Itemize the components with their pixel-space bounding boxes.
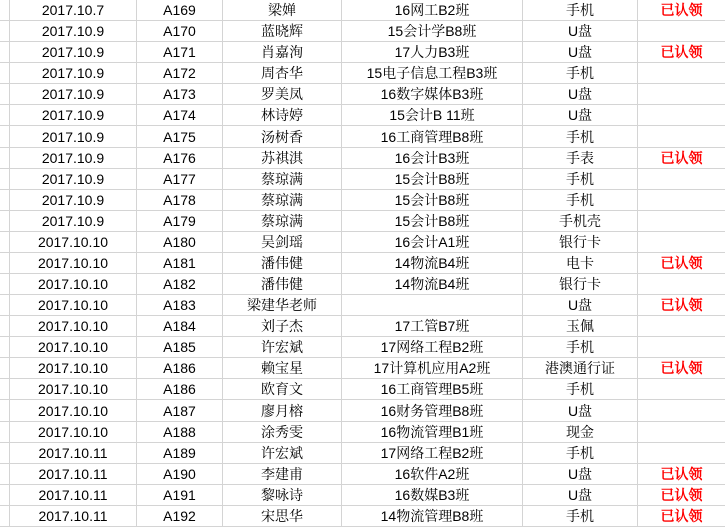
cell-date[interactable]: 2017.10.10 (10, 274, 137, 294)
cell-name[interactable]: 蔡琼满 (223, 169, 342, 189)
table-row (0, 464, 725, 485)
cell-name[interactable]: 赖宝星 (223, 358, 342, 378)
cell-left-edge[interactable] (0, 105, 10, 125)
cell-name[interactable]: 潘伟健 (223, 253, 342, 273)
table-row (0, 485, 725, 506)
cell-name[interactable]: 蓝晓辉 (223, 21, 342, 41)
cell-date[interactable]: 2017.10.11 (10, 485, 137, 505)
cell-id[interactable]: A187 (137, 400, 223, 420)
cell-status[interactable] (638, 274, 725, 294)
cell-left-edge[interactable] (0, 253, 10, 273)
table-row (0, 337, 725, 358)
cell-item[interactable]: 手机 (523, 506, 638, 526)
cell-name[interactable]: 刘子杰 (223, 316, 342, 336)
cell-class[interactable]: 16工商管理B5班 (342, 379, 523, 399)
cell-id[interactable]: A184 (137, 316, 223, 336)
cell-id[interactable]: A186 (137, 379, 223, 399)
table-row (0, 148, 725, 169)
cell-name[interactable]: 林诗婷 (223, 105, 342, 125)
cell-status[interactable] (638, 211, 725, 231)
cell-class[interactable]: 15会计B8班 (342, 169, 523, 189)
cell-left-edge[interactable] (0, 485, 10, 505)
cell-class[interactable]: 15会计B8班 (342, 190, 523, 210)
cell-left-edge[interactable] (0, 148, 10, 168)
cell-date[interactable]: 2017.10.11 (10, 506, 137, 526)
cell-name[interactable]: 梁婵 (223, 0, 342, 20)
table-row (0, 21, 725, 42)
cell-status[interactable] (638, 190, 725, 210)
cell-status[interactable]: 已认领 (660, 254, 703, 271)
cell-id[interactable]: A173 (137, 84, 223, 104)
cell-class[interactable]: 17计算机应用A2班 (342, 358, 523, 378)
cell-name[interactable]: 蔡琼满 (223, 190, 342, 210)
cell-item[interactable]: 玉佩 (523, 316, 638, 336)
cell-name[interactable]: 宋思华 (223, 506, 342, 526)
cell-class[interactable]: 16会计A1班 (342, 232, 523, 252)
cell-class[interactable]: 17人力B3班 (342, 42, 523, 62)
cell-name[interactable]: 罗美凤 (223, 84, 342, 104)
cell-date[interactable]: 2017.10.10 (10, 379, 137, 399)
table-row (0, 84, 725, 105)
cell-item[interactable]: 手机 (523, 337, 638, 357)
cell-item[interactable]: U盘 (523, 295, 638, 315)
cell-item[interactable]: 手表 (523, 148, 638, 168)
cell-date[interactable]: 2017.10.10 (10, 358, 137, 378)
cell-id[interactable]: A185 (137, 337, 223, 357)
cell-class[interactable]: 16财务管理B8班 (342, 400, 523, 420)
cell-name[interactable]: 蔡琼满 (223, 211, 342, 231)
table-row (0, 400, 725, 421)
table-row (0, 0, 725, 21)
cell-status[interactable]: 已认领 (660, 297, 703, 314)
cell-id[interactable]: A190 (137, 464, 223, 484)
table-row (0, 190, 725, 211)
cell-date[interactable]: 2017.10.10 (10, 422, 137, 442)
cell-date[interactable]: 2017.10.9 (10, 211, 137, 231)
cell-name[interactable]: 欧育文 (223, 379, 342, 399)
cell-class[interactable]: 16物流管理B1班 (342, 422, 523, 442)
cell-class[interactable]: 16软件A2班 (342, 464, 523, 484)
cell-item[interactable]: 银行卡 (523, 274, 638, 294)
cell-left-edge[interactable] (0, 400, 10, 420)
cell-left-edge[interactable] (0, 190, 10, 210)
cell-date[interactable]: 2017.10.9 (10, 84, 137, 104)
table-row (0, 316, 725, 337)
cell-item[interactable]: 港澳通行证 (523, 358, 638, 378)
cell-class[interactable]: 17网络工程B2班 (342, 443, 523, 463)
table-row (0, 443, 725, 464)
cell-left-edge[interactable] (0, 84, 10, 104)
cell-status[interactable]: 已认领 (660, 149, 703, 166)
table-row (0, 253, 725, 274)
cell-id[interactable]: A175 (137, 126, 223, 146)
cell-date[interactable]: 2017.10.9 (10, 190, 137, 210)
cell-left-edge[interactable] (0, 337, 10, 357)
table-row (0, 295, 725, 316)
cell-left-edge[interactable] (0, 0, 10, 20)
cell-status[interactable] (638, 63, 725, 83)
cell-item[interactable]: 手机壳 (523, 211, 638, 231)
cell-class[interactable]: 16网工B2班 (342, 0, 523, 20)
cell-left-edge[interactable] (0, 316, 10, 336)
cell-date[interactable]: 2017.10.11 (10, 464, 137, 484)
cell-id[interactable]: A179 (137, 211, 223, 231)
cell-status[interactable] (638, 379, 725, 399)
table-row (0, 422, 725, 443)
cell-date[interactable]: 2017.10.9 (10, 42, 137, 62)
cell-item[interactable]: 银行卡 (523, 232, 638, 252)
cell-name[interactable]: 周杏华 (223, 63, 342, 83)
cell-class[interactable]: 14物流B4班 (342, 253, 523, 273)
cell-item[interactable]: U盘 (523, 42, 638, 62)
cell-item[interactable]: 手机 (523, 0, 638, 20)
cell-status[interactable] (638, 422, 725, 442)
cell-left-edge[interactable] (0, 169, 10, 189)
cell-status[interactable] (638, 105, 725, 125)
cell-id[interactable]: A172 (137, 63, 223, 83)
cell-id[interactable]: A186 (137, 358, 223, 378)
cell-class[interactable] (342, 295, 523, 315)
cell-date[interactable]: 2017.10.9 (10, 148, 137, 168)
cell-name[interactable]: 涂秀雯 (223, 422, 342, 442)
table-row (0, 63, 725, 84)
cell-class[interactable]: 17网络工程B2班 (342, 337, 523, 357)
cell-date[interactable]: 2017.10.10 (10, 316, 137, 336)
cell-left-edge[interactable] (0, 443, 10, 463)
cell-id[interactable]: A181 (137, 253, 223, 273)
cell-left-edge[interactable] (0, 21, 10, 41)
cell-class[interactable]: 14物流管理B8班 (342, 506, 523, 526)
cell-class[interactable]: 15会计B8班 (342, 211, 523, 231)
cell-status[interactable] (638, 21, 725, 41)
cell-id[interactable]: A178 (137, 190, 223, 210)
cell-class[interactable]: 17工管B7班 (342, 316, 523, 336)
cell-id[interactable]: A177 (137, 169, 223, 189)
cell-item[interactable]: 现金 (523, 422, 638, 442)
cell-left-edge[interactable] (0, 506, 10, 526)
cell-left-edge[interactable] (0, 211, 10, 231)
cell-left-edge[interactable] (0, 422, 10, 442)
cell-id[interactable]: A169 (137, 0, 223, 20)
cell-id[interactable]: A191 (137, 485, 223, 505)
cell-item[interactable]: U盘 (523, 84, 638, 104)
cell-status[interactable]: 已认领 (660, 465, 703, 482)
cell-item[interactable]: 手机 (523, 169, 638, 189)
table-row (0, 169, 725, 190)
cell-name[interactable]: 黎咏诗 (223, 485, 342, 505)
cell-name[interactable]: 梁建华老师 (223, 295, 342, 315)
cell-status[interactable] (638, 316, 725, 336)
cell-name[interactable]: 苏祺淇 (223, 148, 342, 168)
cell-date[interactable]: 2017.10.10 (10, 337, 137, 357)
cell-item[interactable]: 手机 (523, 443, 638, 463)
cell-class[interactable]: 15电子信息工程B3班 (342, 63, 523, 83)
cell-status[interactable] (638, 232, 725, 252)
cell-id[interactable]: A188 (137, 422, 223, 442)
cell-date[interactable]: 2017.10.9 (10, 105, 137, 125)
cell-name[interactable]: 廖月榕 (223, 400, 342, 420)
cell-name[interactable]: 汤树香 (223, 126, 342, 146)
cell-date[interactable]: 2017.10.10 (10, 232, 137, 252)
cell-date[interactable]: 2017.10.11 (10, 443, 137, 463)
cell-item[interactable]: 手机 (523, 190, 638, 210)
cell-status[interactable]: 已认领 (660, 2, 703, 19)
table-row (0, 274, 725, 295)
cell-item[interactable]: U盘 (523, 105, 638, 125)
cell-status[interactable] (638, 337, 725, 357)
cell-id[interactable]: A176 (137, 148, 223, 168)
cell-date[interactable]: 2017.10.7 (10, 0, 137, 20)
cell-status[interactable] (638, 400, 725, 420)
table-row (0, 358, 725, 379)
cell-status[interactable] (638, 443, 725, 463)
cell-id[interactable]: A174 (137, 105, 223, 125)
cell-date[interactable]: 2017.10.9 (10, 126, 137, 146)
cell-status[interactable]: 已认领 (660, 507, 703, 524)
cell-item[interactable]: 手机 (523, 63, 638, 83)
cell-date[interactable]: 2017.10.10 (10, 400, 137, 420)
cell-id[interactable]: A189 (137, 443, 223, 463)
cell-status[interactable]: 已认领 (660, 486, 703, 503)
cell-date[interactable]: 2017.10.9 (10, 21, 137, 41)
cell-item[interactable]: U盘 (523, 485, 638, 505)
table-row (0, 105, 725, 126)
cell-class[interactable]: 16数媒B3班 (342, 485, 523, 505)
cell-left-edge[interactable] (0, 295, 10, 315)
cell-class[interactable]: 14物流B4班 (342, 274, 523, 294)
table-row (0, 379, 725, 400)
cell-status[interactable] (638, 169, 725, 189)
cell-id[interactable]: A171 (137, 42, 223, 62)
cell-name[interactable]: 许宏斌 (223, 443, 342, 463)
cell-date[interactable]: 2017.10.10 (10, 253, 137, 273)
table-row (0, 506, 725, 527)
cell-id[interactable]: A182 (137, 274, 223, 294)
cell-class[interactable]: 15会计B 11班 (342, 105, 523, 125)
cell-left-edge[interactable] (0, 464, 10, 484)
cell-item[interactable]: 手机 (523, 379, 638, 399)
cell-status[interactable] (638, 84, 725, 104)
cell-name[interactable]: 吴剑瑶 (223, 232, 342, 252)
cell-name[interactable]: 潘伟健 (223, 274, 342, 294)
cell-left-edge[interactable] (0, 232, 10, 252)
table-row (0, 42, 725, 63)
cell-status[interactable]: 已认领 (660, 360, 703, 377)
cell-left-edge[interactable] (0, 274, 10, 294)
cell-item[interactable]: 手机 (523, 126, 638, 146)
table-row (0, 211, 725, 232)
cell-item[interactable]: U盘 (523, 464, 638, 484)
table-row (0, 232, 725, 253)
cell-left-edge[interactable] (0, 42, 10, 62)
cell-class[interactable]: 16工商管理B8班 (342, 126, 523, 146)
cell-item[interactable]: 电卡 (523, 253, 638, 273)
cell-status[interactable] (638, 126, 725, 146)
cell-id[interactable]: A180 (137, 232, 223, 252)
cell-class[interactable]: 16会计B3班 (342, 148, 523, 168)
cell-name[interactable]: 许宏斌 (223, 337, 342, 357)
cell-status[interactable]: 已认领 (660, 44, 703, 61)
cell-id[interactable]: A183 (137, 295, 223, 315)
cell-left-edge[interactable] (0, 379, 10, 399)
cell-name[interactable]: 肖嘉洵 (223, 42, 342, 62)
cell-name[interactable]: 李建甫 (223, 464, 342, 484)
cell-item[interactable]: U盘 (523, 400, 638, 420)
cell-class[interactable]: 15会计学B8班 (342, 21, 523, 41)
cell-id[interactable]: A192 (137, 506, 223, 526)
cell-item[interactable]: U盘 (523, 21, 638, 41)
cell-date[interactable]: 2017.10.9 (10, 169, 137, 189)
cell-date[interactable]: 2017.10.10 (10, 295, 137, 315)
cell-class[interactable]: 16数字媒体B3班 (342, 84, 523, 104)
table-row (0, 126, 725, 147)
cell-left-edge[interactable] (0, 63, 10, 83)
cell-date[interactable]: 2017.10.9 (10, 63, 137, 83)
cell-left-edge[interactable] (0, 126, 10, 146)
cell-id[interactable]: A170 (137, 21, 223, 41)
cell-left-edge[interactable] (0, 358, 10, 378)
